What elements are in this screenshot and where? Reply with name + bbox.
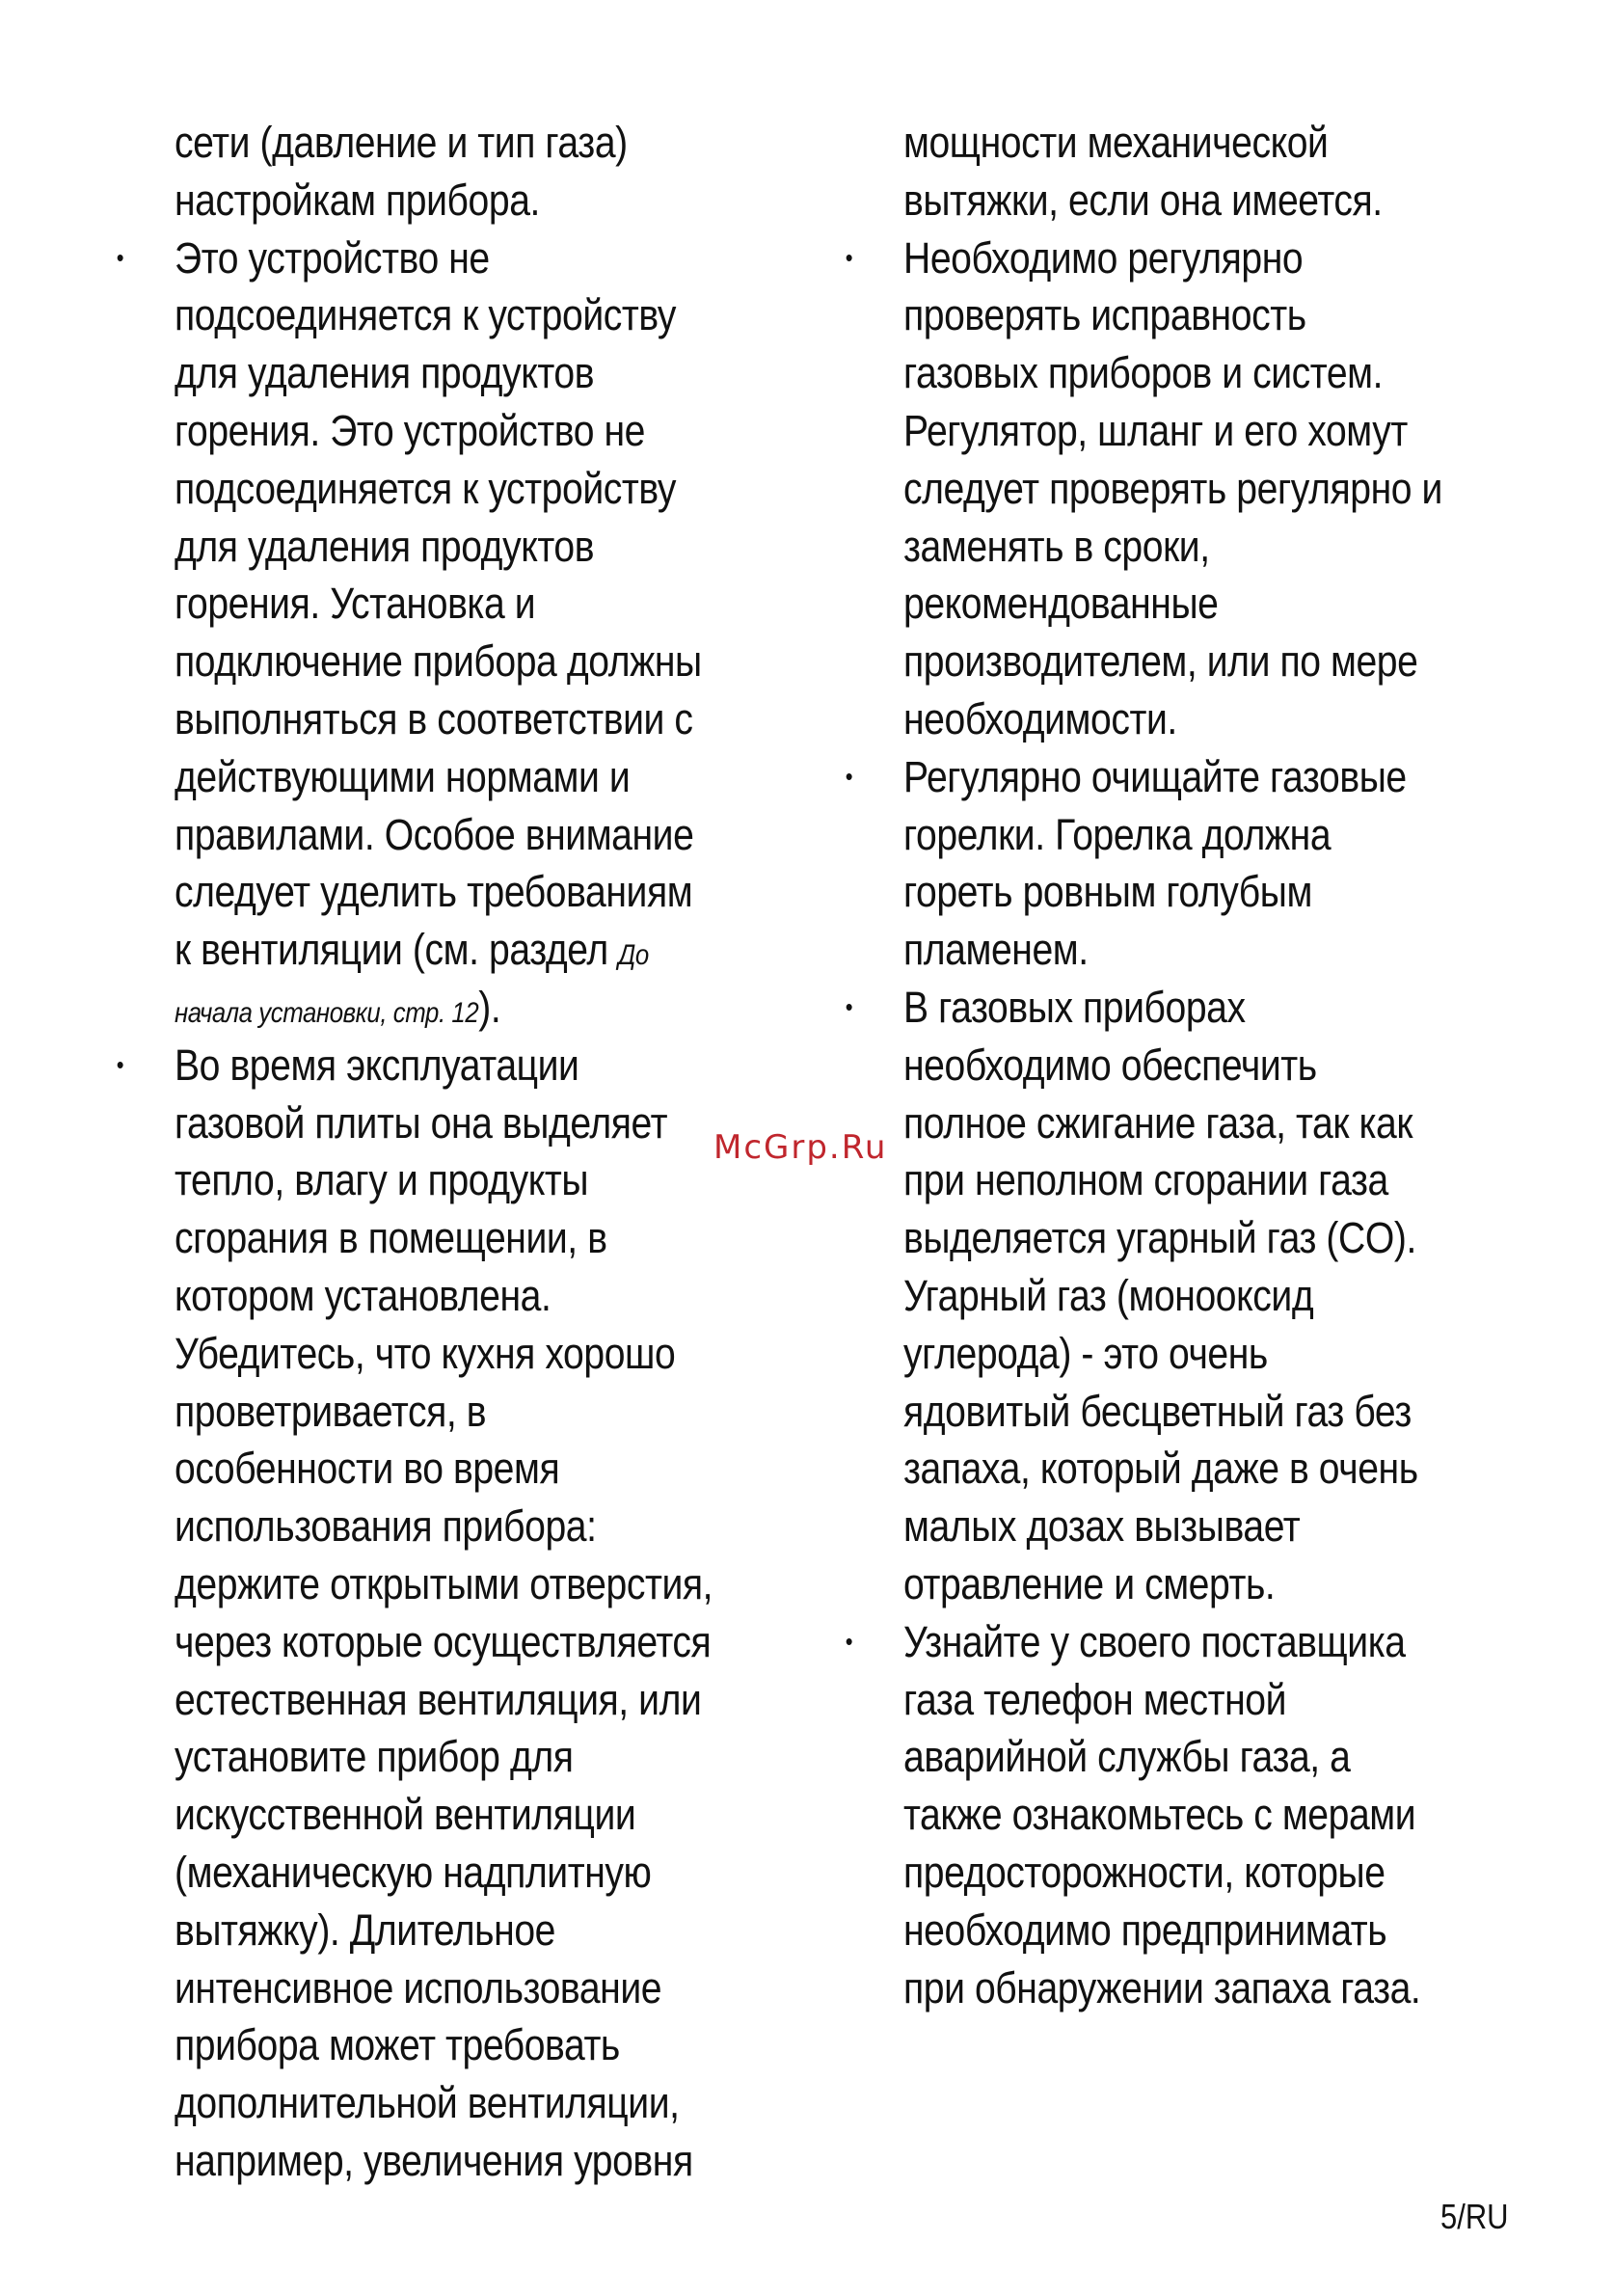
text-line: сгорания в помещении, в (175, 1213, 607, 1263)
text-line: предосторожности, которые (903, 1847, 1385, 1897)
text-line: Это устройство не (175, 232, 490, 283)
text-line: особенности во время (175, 1444, 560, 1494)
text-line: аварийной службы газа, а (903, 1732, 1351, 1782)
text-line: (механическую надплитную (175, 1847, 652, 1897)
text-line: Угарный газ (монооксид (903, 1270, 1314, 1320)
section-reference: До (618, 939, 649, 972)
text-line: необходимо обеспечить (903, 1040, 1317, 1090)
watermark: McGrp.Ru (713, 1128, 888, 1167)
text-line: мощности механической (903, 118, 1329, 167)
text-line: котором установлена. (175, 1270, 551, 1320)
text-line: выполняться в соответствии с (175, 693, 693, 743)
text-line: проветривается, в (175, 1386, 487, 1436)
text-line: горения. Установка и (175, 579, 536, 629)
text-line: запаха, который даже в очень (903, 1444, 1418, 1494)
bullet-item-line (845, 748, 1500, 806)
text-line-with-reference (175, 921, 771, 979)
text-line: для удаления продуктов (175, 521, 595, 571)
reference-close: ). (478, 982, 501, 1032)
bullet-icon: • (116, 242, 124, 272)
text-line: Убедитесь, что кухня хорошо (175, 1328, 676, 1378)
text-line: например, увеличения уровня (175, 2135, 693, 2185)
text-line: следует проверять регулярно и (903, 463, 1442, 513)
text-line: производителем, или по мере (903, 636, 1418, 687)
text-line: сети (давление и тип газа) (175, 118, 628, 167)
text-line: Регулярно очищайте газовые (903, 751, 1407, 801)
text-line: вытяжку). Длительное (175, 1904, 555, 1955)
text-line: через которые осуществляется (175, 1616, 712, 1666)
bullet-icon: • (116, 1049, 124, 1079)
text-line: газа телефон местной (903, 1674, 1287, 1724)
bullet-icon: • (845, 991, 853, 1021)
section-reference: начала установки, стр. 12 (175, 996, 479, 1029)
text-line: естественная вентиляция, или (175, 1674, 702, 1724)
text-line: искусственной вентиляции (175, 1790, 636, 1840)
text-line: гореть ровным голубым (903, 867, 1312, 917)
page-number: 5/RU (1440, 2197, 1509, 2236)
text-line: к вентиляции (см. раздел (175, 925, 619, 975)
text-line: тепло, влагу и продукты (175, 1155, 589, 1205)
text-line: Во время эксплуатации (175, 1040, 579, 1090)
text-line: Узнайте у своего поставщика (903, 1616, 1406, 1666)
bullet-icon: • (845, 1626, 853, 1656)
text-line: газовых приборов и систем. (903, 348, 1384, 398)
text-line: ядовитый бесцветный газ без (903, 1386, 1412, 1436)
text-line: дополнительной вентиляции, (175, 2078, 680, 2128)
text-line: вытяжки, если она имеется. (903, 175, 1383, 225)
text-line: при неполном сгорании газа (903, 1155, 1388, 1205)
text-line: использования прибора: (175, 1501, 597, 1552)
text-line: горения. Это устройство не (175, 405, 645, 455)
text-line: действующими нормами и (175, 751, 631, 801)
bullet-icon: • (845, 242, 853, 272)
text-line: углерода) - это очень (903, 1328, 1268, 1378)
text-line: настройкам прибора. (175, 175, 540, 225)
text-line: необходимо предпринимать (903, 1904, 1387, 1955)
bullet-item-line (116, 1037, 771, 1094)
text-line: подсоединяется к устройству (175, 463, 677, 513)
text-line: прибора может требовать (175, 2020, 620, 2070)
text-line: установите прибор для (175, 1732, 574, 1782)
text-line: при обнаружении запаха газа. (903, 1962, 1421, 2012)
text-line: газовой плиты она выделяет (175, 1097, 668, 1148)
left-column (116, 114, 771, 2190)
text-line: необходимости. (903, 693, 1177, 743)
text-line: В газовых приборах (903, 982, 1246, 1032)
text-line: выделяется угарный газ (CO). (903, 1213, 1416, 1263)
text-line: Необходимо регулярно (903, 232, 1304, 283)
text-line: следует уделить требованиям (175, 867, 693, 917)
bullet-item-line (845, 230, 1500, 287)
bullet-item-line (845, 979, 1500, 1037)
text-line: пламенем. (903, 925, 1089, 975)
text-line: заменять в сроки, (903, 521, 1210, 571)
text-line: отравление и смерть. (903, 1558, 1276, 1608)
reference-line (175, 979, 771, 1037)
text-line: подключение прибора должны (175, 636, 702, 687)
text-line: для удаления продуктов (175, 348, 595, 398)
text-line: полное сжигание газа, так как (903, 1097, 1413, 1148)
text-line: горелки. Горелка должна (903, 809, 1332, 859)
text-line: интенсивное использование (175, 1962, 662, 2012)
text-line: рекомендованные (903, 579, 1219, 629)
bullet-item-line (845, 1613, 1500, 1671)
right-column (845, 114, 1500, 2016)
text-line: подсоединяется к устройству (175, 290, 677, 340)
text-line: Регулятор, шланг и его хомут (903, 405, 1408, 455)
text-line: держите открытыми отверстия, (175, 1558, 713, 1608)
bullet-item-line (116, 230, 771, 287)
text-line: правилами. Особое внимание (175, 809, 694, 859)
text-line: проверять исправность (903, 290, 1306, 340)
text-line: малых дозах вызывает (903, 1501, 1301, 1552)
bullet-icon: • (845, 761, 853, 791)
text-line: также ознакомьтесь с мерами (903, 1790, 1416, 1840)
